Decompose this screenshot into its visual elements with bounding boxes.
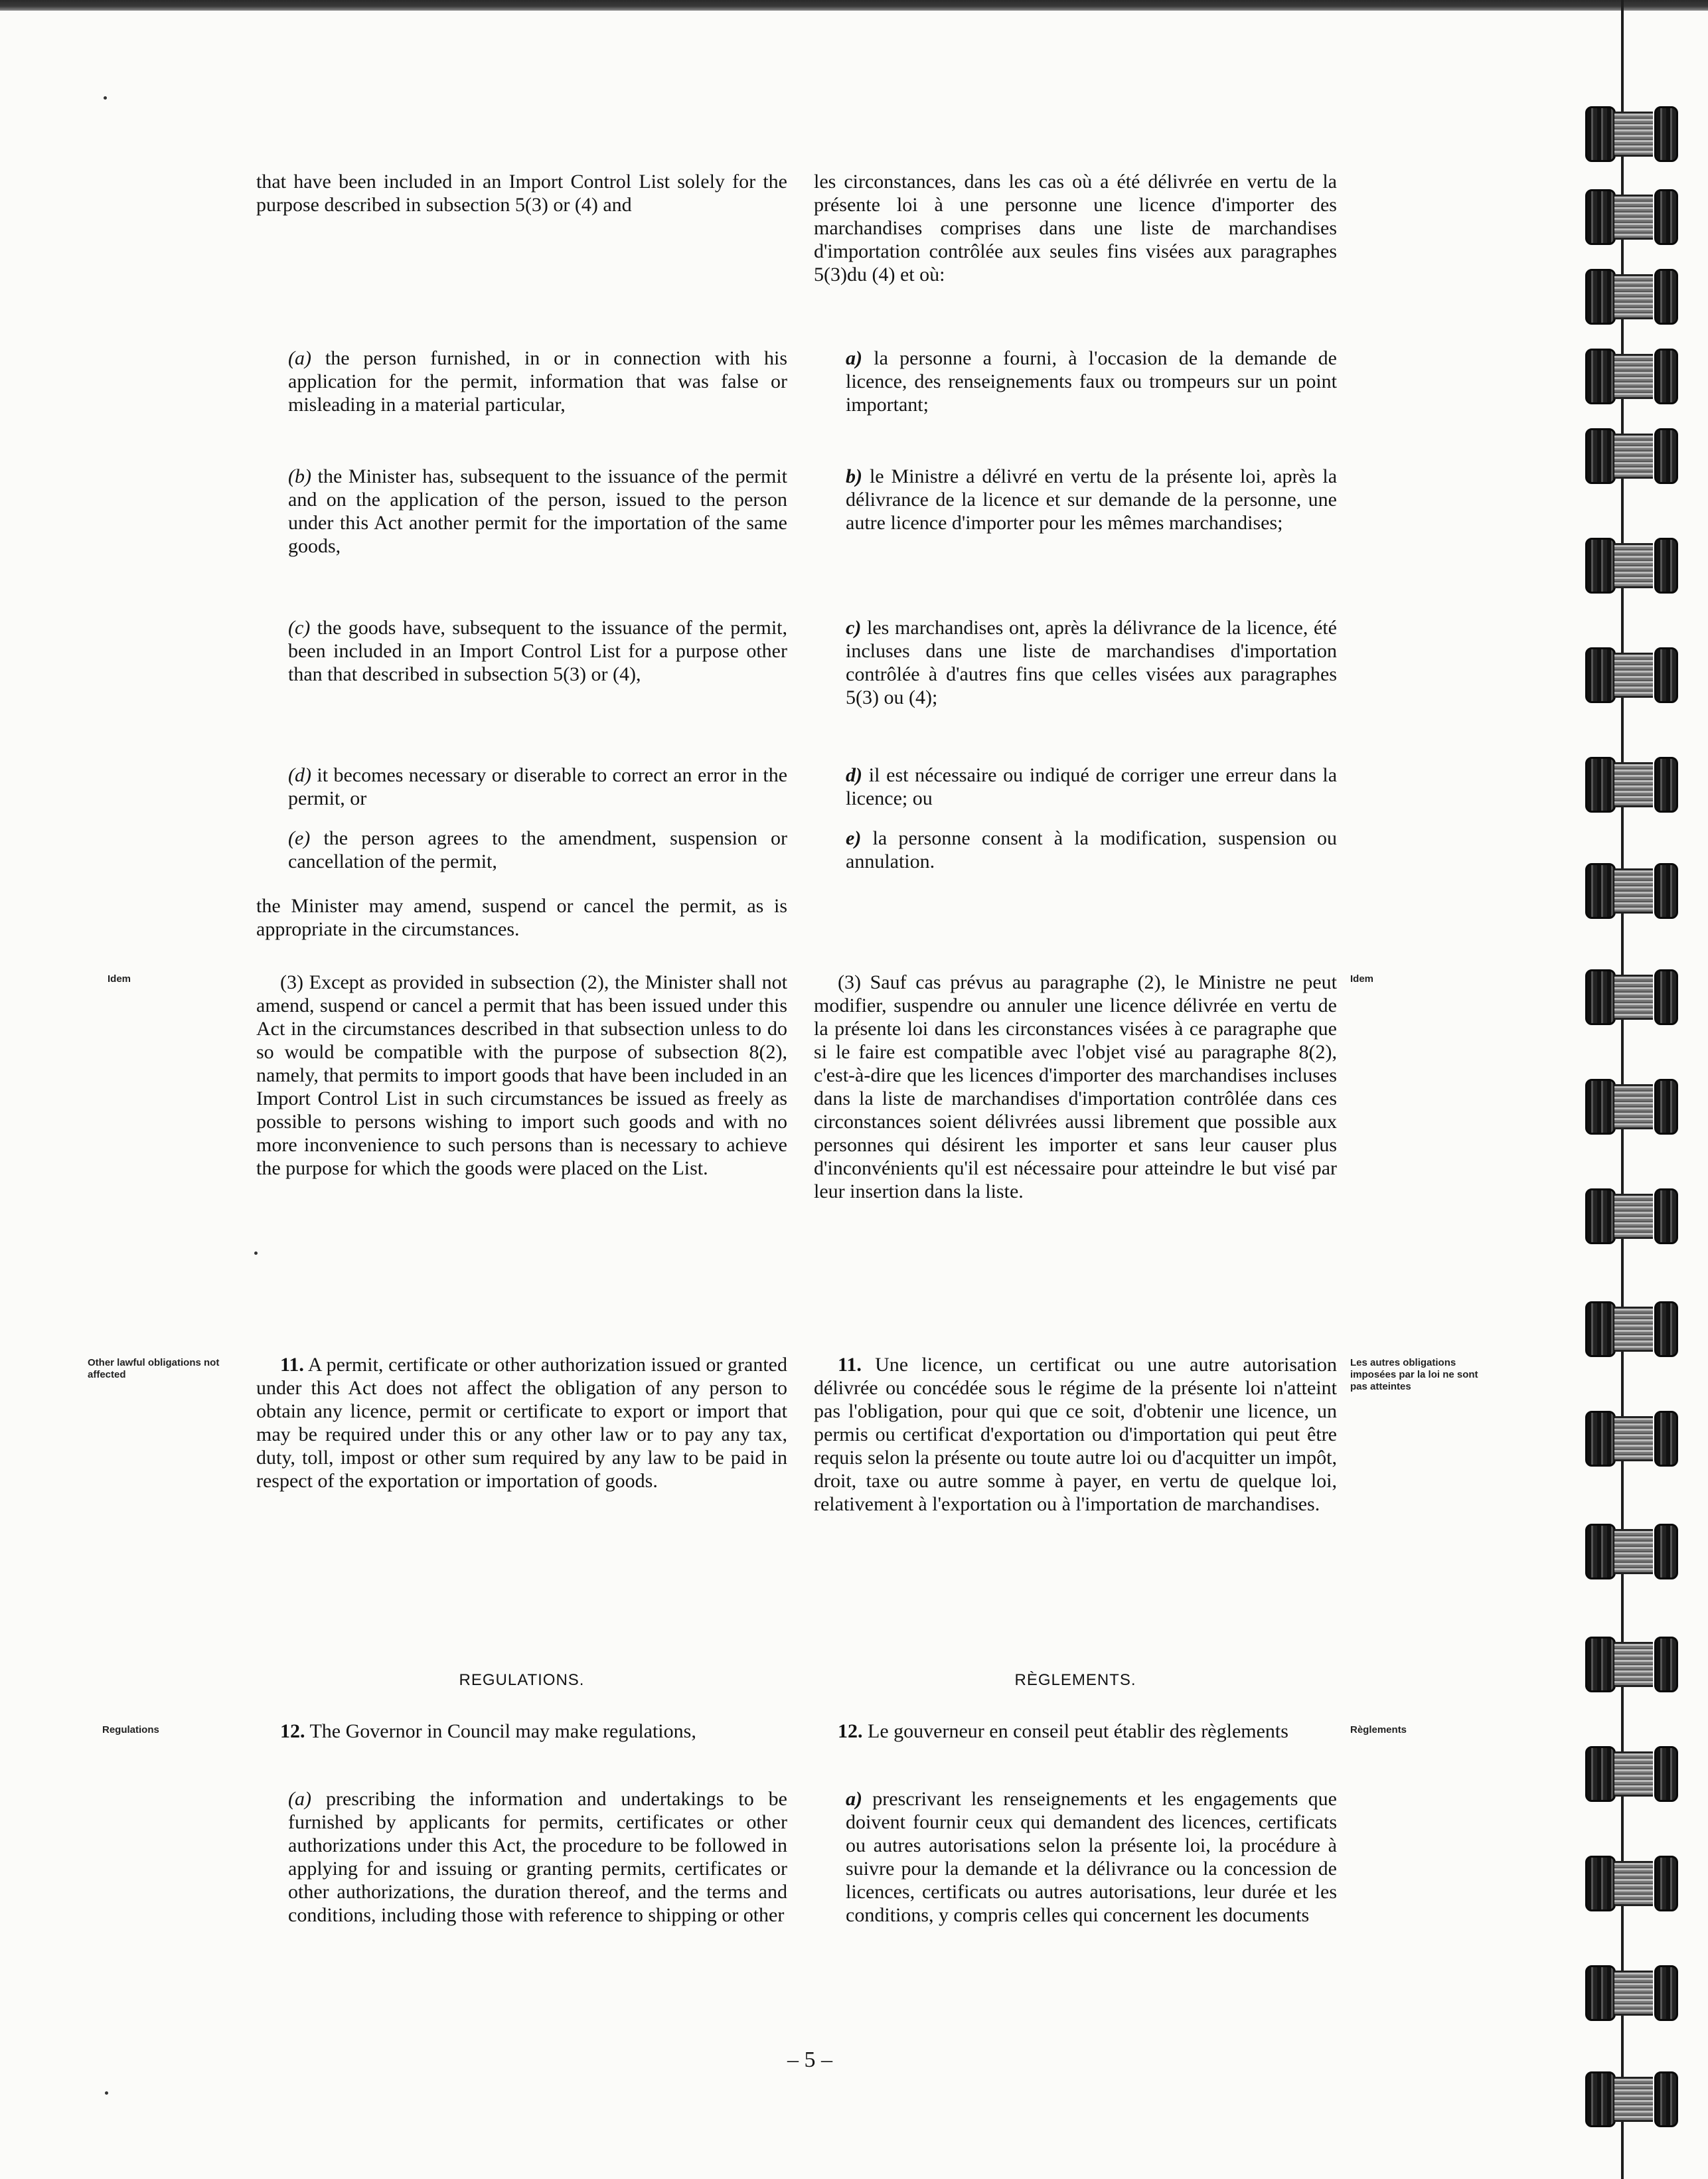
right-para-b-text: le Ministre a délivré en vertu de la présente loi, après la délivrance de la licence et sur demande de la personne, une autre licence d'importer pour les mêmes marchandises; <box>846 465 1338 534</box>
scan-speck <box>254 1251 258 1255</box>
label-d: (d) <box>288 764 311 786</box>
right-para-b <box>814 465 1337 534</box>
label-fe: e) <box>846 827 862 849</box>
right-section-11 <box>814 1353 1337 1516</box>
right-heading-reglements: RÈGLEMENTS. <box>1014 1671 1136 1689</box>
label-fa: a) <box>846 1788 862 1810</box>
left-section-12 <box>256 1720 787 1743</box>
binding-ring <box>1585 349 1685 400</box>
right-para-e-text: la personne consent à la modification, suspension ou annulation. <box>846 827 1338 872</box>
binding-ring <box>1585 1188 1685 1240</box>
right-intro: les circonstances, dans les cas où a été délivrée en vertu de la présente loi à une personne une licence d'importer des marchandises comprises dans une liste de marchandises d'importation contrôlée aux seules fins visées aux paragraphes 5(3)du (4) et où: <box>814 171 1337 285</box>
left-para-b <box>256 465 787 558</box>
right-para-a <box>814 347 1337 416</box>
left-closing: the Minister may amend, suspend or cancel the permit, as is appropriate in the circumstances. <box>256 895 787 940</box>
scan-speck <box>104 96 107 100</box>
left-para-b-text: the Minister has, subsequent to the issuance of the permit and on the application of the person, issued to the person under this Act another permit for the importation of the same goods, <box>288 465 788 557</box>
margin-note-idem-right: Idem <box>1350 973 1374 985</box>
margin-note-other-lawful: Other lawful obligations not affected <box>88 1357 220 1380</box>
binding-ring <box>1585 269 1685 321</box>
binding-ring <box>1585 757 1685 809</box>
binding-ring <box>1585 2071 1685 2123</box>
binding-ring <box>1585 647 1685 699</box>
binding-ring <box>1585 1637 1685 1688</box>
right-para-c-text: les marchandises ont, après la délivrance de la licence, été incluses dans une liste de marchandises d'importation contrôlée à d'autres fins que celles visées aux paragraphes 5(3) ou (4); <box>846 617 1337 708</box>
right-subsection-3: (3) Sauf cas prévus au paragraphe (2), le Ministre ne peut modifier, suspendre ou annuler une licence délivrée en vertu de la présente loi dans les circonstances visées à ce paragraphe que si le faire est compatible avec l'objet visé au paragraphe 8(2), c'est-à-dire que les licences d'importer des marchandises incluses dans la liste de marchandises d'importation contrôlée dans ces circonstances soient délivrées aussi librement que possible aux personnes qui désirent les importer et sans leur causer plus d'inconvénients qu'il est nécessaire pour atteindre le but visé par leur insertion dans la liste. <box>814 971 1337 1202</box>
right-section-12 <box>814 1720 1337 1743</box>
margin-note-reglements: Règlements <box>1350 1724 1407 1735</box>
binding-ring <box>1585 1856 1685 1907</box>
right-para-d <box>814 764 1337 810</box>
binding-ring <box>1585 863 1685 915</box>
left-intro: that have been included in an Import Control List solely for the purpose described in subsection 5(3) or (4) and <box>256 171 787 216</box>
left-section-11-number: 11. <box>280 1354 304 1376</box>
right-para-a-text: la personne a fourni, à l'occasion de la demande de licence, des renseignements faux ou trompeurs sur un point important; <box>846 347 1337 416</box>
left-para-c <box>256 616 787 686</box>
left-section-12-text: The Governor in Council may make regulations, <box>309 1720 696 1742</box>
left-section-11-text: A permit, certificate or other authorization issued or granted under this Act does not affect the obligation of any person to obtain any licence, permit or certificate to export or import that may be required under this or any other law or to pay any tax, duty, toll, impost or other sum required by any law to be paid in respect of the exportation or importation of goods. <box>256 1354 787 1492</box>
left-para-e-text: the person agrees to the amendment, suspension or cancellation of the permit, <box>288 827 788 872</box>
binding-ring <box>1585 1301 1685 1353</box>
right-para-d-text: il est nécessaire ou indiqué de corriger une erreur dans la licence; ou <box>846 764 1338 809</box>
left-para-a <box>256 347 787 416</box>
label-fd: d) <box>846 764 862 786</box>
left-para-a-text: the person furnished, in or in connection with his application for the permit, information that was false or misleading in a material particular, <box>288 347 788 416</box>
binding-ring <box>1585 428 1685 480</box>
left-para-d <box>256 764 787 810</box>
scan-speck <box>105 2091 108 2095</box>
right-section-12-a-text: prescrivant les renseignements et les engagements que doivent fournir ceux qui demandent des licences, certificats ou autres autorisations selon la présente loi, la procédure à suivre pour la demande et la délivrance ou la concession de licences, certificats ou autres autorisations, leur durée et les conditions, y compris celles qui concernent les documents <box>846 1788 1338 1926</box>
binding-ring <box>1585 1524 1685 1575</box>
right-section-11-number: 11. <box>838 1354 862 1376</box>
label-b: (b) <box>288 465 311 487</box>
margin-note-idem-left: Idem <box>108 973 131 985</box>
label-a: (a) <box>288 347 311 369</box>
scan-top-edge <box>0 0 1708 11</box>
label-fb: b) <box>846 465 862 487</box>
binding-ring <box>1585 1965 1685 2017</box>
left-section-12-number: 12. <box>280 1720 305 1742</box>
binding-ring <box>1585 1746 1685 1798</box>
left-subsection-3: (3) Except as provided in subsection (2), the Minister shall not amend, suspend or cancel a permit that has been issued under this Act in the circumstances described in that subsection unless to do so would be compatible with the purpose of subsection 8(2), namely, that permits to import goods that have been included in an Import Control List in such circumstances be issued as freely as possible to persons wishing to import such goods and with no more inconvenience to such persons than is necessary to achieve the purpose for which the goods were placed on the List. <box>256 971 787 1179</box>
label-fc: c) <box>846 617 862 639</box>
label-a: (a) <box>288 1788 311 1810</box>
binding-ring <box>1585 106 1685 158</box>
binding-ring <box>1585 1079 1685 1131</box>
label-c: (c) <box>288 617 311 639</box>
margin-note-les-autres: Les autres obligations imposées par la loi ne sont pas atteintes <box>1350 1357 1478 1392</box>
label-e: (e) <box>288 827 311 849</box>
right-section-12-text: Le gouverneur en conseil peut établir des règlements <box>868 1720 1288 1742</box>
left-para-e <box>256 827 787 873</box>
page-number: – 5 – <box>787 2048 832 2072</box>
left-section-12-a <box>256 1787 787 1927</box>
label-fa: a) <box>846 347 862 369</box>
binding-ring <box>1585 1411 1685 1463</box>
right-section-12-number: 12. <box>838 1720 863 1742</box>
left-heading-regulations: REGULATIONS. <box>459 1671 585 1689</box>
left-section-11 <box>256 1353 787 1493</box>
right-para-e <box>814 827 1337 873</box>
left-para-c-text: the goods have, subsequent to the issuance of the permit, been included in an Import Control List for a purpose other than that described in subsection 5(3) or (4), <box>288 617 787 685</box>
margin-note-regulations: Regulations <box>102 1724 159 1735</box>
right-section-12-a <box>814 1787 1337 1927</box>
left-para-d-text: it becomes necessary or diserable to correct an error in the permit, or <box>288 764 788 809</box>
left-section-12-a-text: prescribing the information and undertakings to be furnished by applicants for permits, certificates or other authorizations under this Act, the procedure to be followed in applying for and issuing or granting permits, certificates or other authorizations, the duration thereof, and the terms and conditions, including those with reference to shipping or other <box>288 1788 787 1926</box>
binding-ring <box>1585 538 1685 590</box>
right-para-c <box>814 616 1337 709</box>
binding-ring <box>1585 189 1685 241</box>
right-section-11-text: Une licence, un certificat ou une autre autorisation délivrée ou concédée sous le régime de la présente loi n'atteint pas l'obligation, pour qui que ce soit, d'obtenir une licence, un permis ou certificat d'exportation ou d'importation qui peut être requis selon la présente ou toute autre loi ou d'acquitter un impôt, droit, taxe ou autre somme à payer, en vertu de quelque loi, relativement à l'exportation ou à l'importation de marchandises. <box>814 1354 1337 1515</box>
binding-ring <box>1585 969 1685 1021</box>
